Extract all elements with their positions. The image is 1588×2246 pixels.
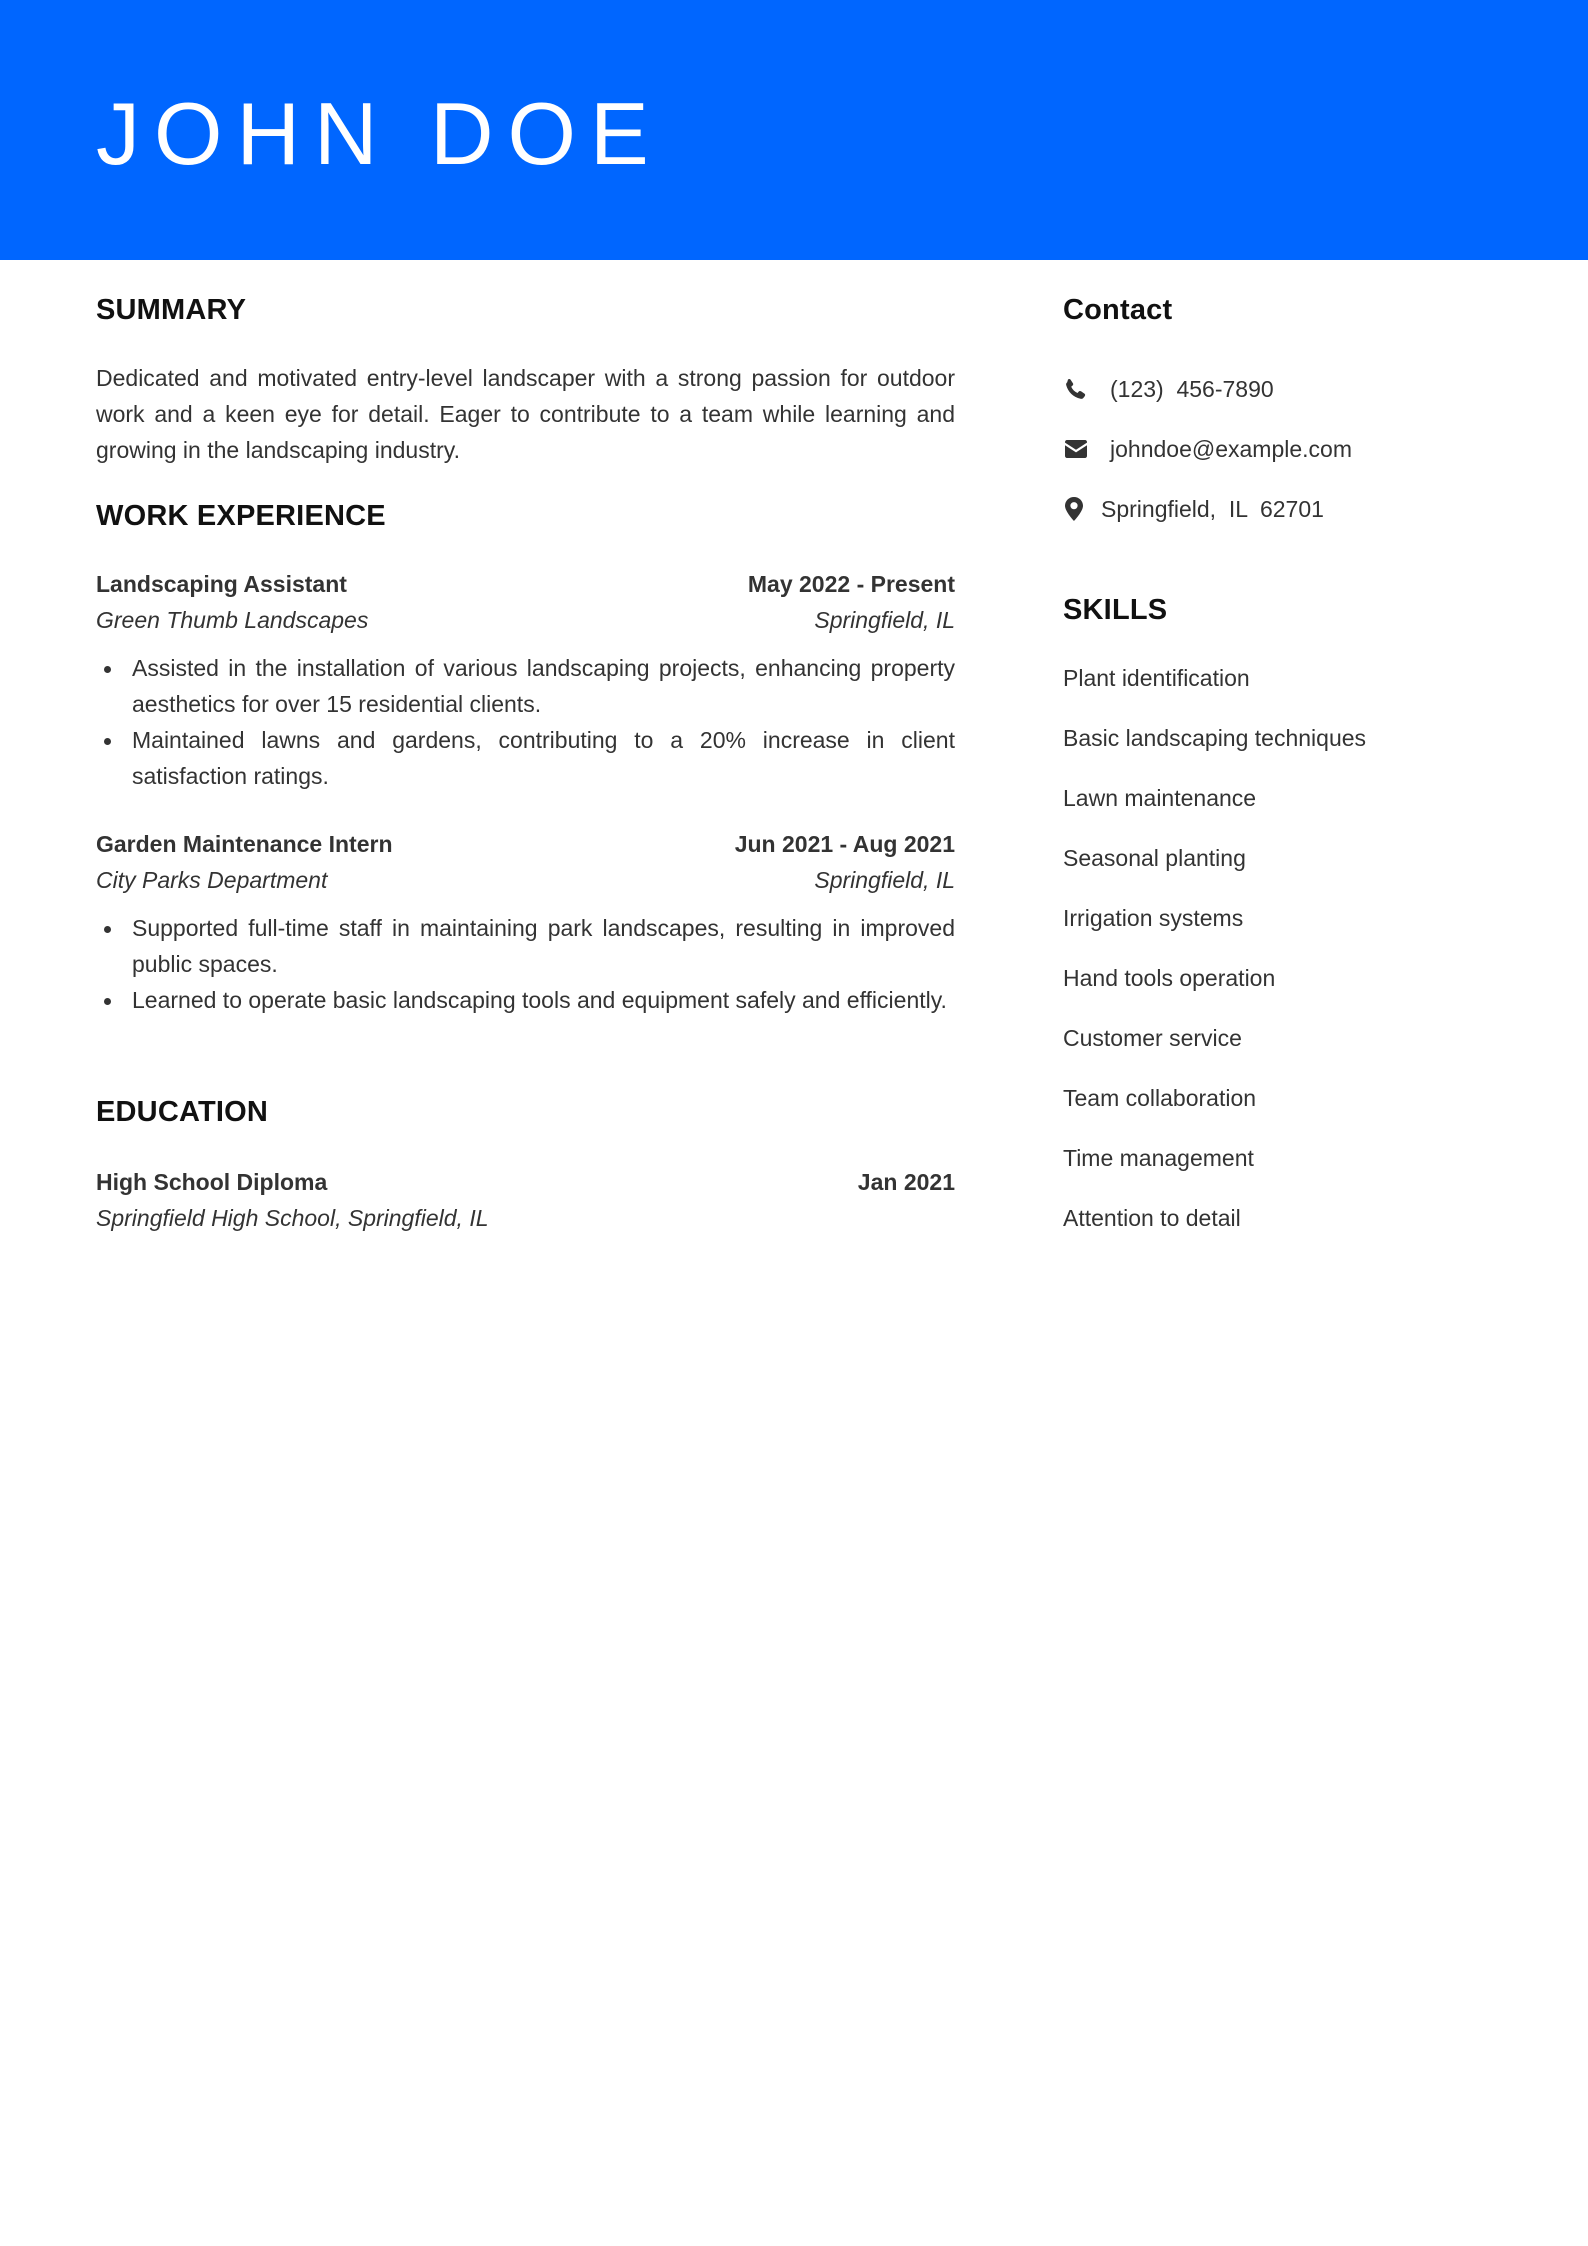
job-bullets xyxy=(96,650,955,794)
bullet-dot xyxy=(104,666,111,673)
bullet-item xyxy=(96,650,955,722)
bullet-dot xyxy=(104,738,111,745)
map-pin-icon xyxy=(1063,496,1085,522)
skill-item: Hand tools operation xyxy=(1063,965,1276,991)
job-entry xyxy=(96,566,955,794)
bullet-text: Maintained lawns and gardens, contributing to a 20% increase in client satisfaction ratings. xyxy=(132,727,955,789)
bullet-item xyxy=(96,722,955,794)
address-text: Springfield, IL 62701 xyxy=(1101,495,1324,522)
skill-item: Attention to detail xyxy=(1063,1205,1241,1231)
job-location: Springfield, IL xyxy=(814,607,955,633)
envelope-icon xyxy=(1063,436,1089,462)
contact-address xyxy=(1063,491,1324,527)
job-location: Springfield, IL xyxy=(814,867,955,893)
bullet-dot xyxy=(104,926,111,933)
skill-item: Plant identification xyxy=(1063,665,1250,691)
bullet-text: Learned to operate basic landscaping tools and equipment safely and efficiently. xyxy=(132,987,947,1013)
contact-email xyxy=(1063,431,1352,467)
job-bullets xyxy=(96,910,955,1018)
bullet-text: Assisted in the installation of various landscaping projects, enhancing property aesthetics for over 15 residential clients. xyxy=(132,655,955,717)
skills-list xyxy=(1063,660,1366,1260)
bullet-text: Supported full-time staff in maintaining park landscapes, resulting in improved public spaces. xyxy=(132,915,955,977)
education-date: Jan 2021 xyxy=(857,1169,955,1195)
education-entry xyxy=(96,1164,955,1236)
job-company: City Parks Department xyxy=(96,867,328,893)
job-dates: Jun 2021 - Aug 2021 xyxy=(734,831,955,857)
skill-item: Lawn maintenance xyxy=(1063,785,1257,811)
summary-text: Dedicated and motivated entry-level landscaper with a strong passion for outdoor work and a keen eye for detail. Eager to contribute to a team while learning and growing in the landscaping industry. xyxy=(96,365,955,463)
skills-heading: SKILLS xyxy=(1063,594,1168,626)
education-heading: EDUCATION xyxy=(96,1096,269,1128)
job-entry xyxy=(96,826,955,1018)
phone-text: (123) 456-7890 xyxy=(1110,375,1274,402)
degree: High School Diploma xyxy=(96,1169,328,1195)
bullet-item xyxy=(96,982,955,1018)
school: Springfield High School, Springfield, IL xyxy=(96,1205,489,1231)
skill-item: Seasonal planting xyxy=(1063,845,1246,871)
skill-item: Basic landscaping techniques xyxy=(1063,725,1367,751)
bullet-dot xyxy=(104,998,111,1005)
job-company: Green Thumb Landscapes xyxy=(96,607,369,633)
work-experience-heading: WORK EXPERIENCE xyxy=(96,500,386,532)
header-banner xyxy=(0,0,1588,260)
candidate-name: JOHN DOE xyxy=(96,84,663,183)
skill-item: Customer service xyxy=(1063,1025,1242,1051)
contact-phone xyxy=(1063,371,1274,407)
bullet-item xyxy=(96,910,955,982)
skill-item: Irrigation systems xyxy=(1063,905,1244,931)
job-title: Garden Maintenance Intern xyxy=(96,831,393,857)
phone-icon xyxy=(1063,376,1089,402)
skill-item: Time management xyxy=(1063,1145,1254,1171)
job-dates: May 2022 - Present xyxy=(747,571,955,597)
summary-heading: SUMMARY xyxy=(96,294,247,326)
job-title: Landscaping Assistant xyxy=(96,571,347,597)
skill-item: Team collaboration xyxy=(1063,1085,1257,1111)
email-text: johndoe@example.com xyxy=(1110,435,1352,462)
contact-heading: Contact xyxy=(1063,294,1173,326)
